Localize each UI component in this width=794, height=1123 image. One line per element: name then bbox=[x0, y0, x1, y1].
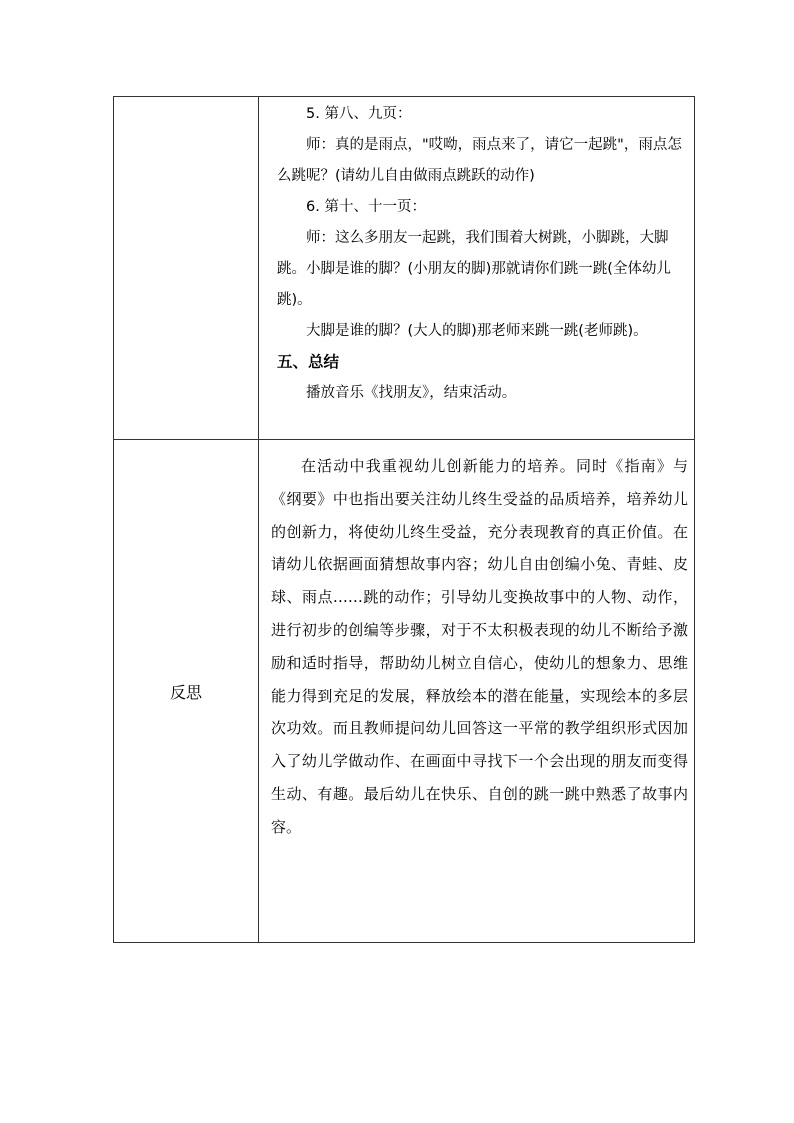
reflection-label: 反思 bbox=[114, 440, 259, 943]
reflection-paragraph: 在活动中我重视幼儿创新能力的培养。同时《指南》与《纲要》中也指出要关注幼儿终生受益的品质培养，培养幼儿的创新力，将使幼儿终生受益，充分表现教育的真正价值。在请幼儿依据画面猜想故事内容；幼儿自由创编小兔、青蛙、皮球、雨点……跳的动作；引导幼儿变换故事中的人物、动作，进行初步的创编等步骤，对于不太积极表现的幼儿不断给予激励和适时指导，帮助幼儿树立自信心，使幼儿的想象力、思维能力得到充足的发展，释放绘本的潜在能量，实现绘本的多层次功效。而且教师提问幼儿回答这一平常的教学组织形式因加入了幼儿学做动作、在画面中寻找下一个会出现的朋友而变得生动、有趣。最后幼儿在快乐、自创的跳一跳中熟悉了故事内容。 bbox=[271, 457, 688, 836]
step-5-text: 师：真的是雨点，"哎呦，雨点来了，请它一起跳"，雨点怎么跳呢？(请幼儿自由做雨点跳跃的动作) bbox=[277, 137, 682, 184]
summary-text: 播放音乐《找朋友》，结束活动。 bbox=[306, 385, 517, 401]
activity-content-cell bbox=[259, 97, 695, 440]
step-6-text-2: 大脚是谁的脚？(大人的脚)那老师来跳一跳(老师跳)。 bbox=[306, 323, 648, 339]
reflection-row bbox=[114, 440, 695, 943]
step-6-title: 6. 第十、十一页： bbox=[306, 199, 426, 215]
summary-heading: 五、总结 bbox=[277, 353, 340, 371]
row-label-empty bbox=[114, 97, 259, 440]
activity-process-row bbox=[114, 97, 695, 440]
lesson-plan-table bbox=[113, 96, 695, 943]
step-6-text: 师：这么多朋友一起跳，我们围着大树跳，小脚跳，大脚跳。小脚是谁的脚？(小朋友的脚)那就请你们跳一跳(全体幼儿跳)。 bbox=[277, 230, 671, 308]
step-5-title: 5. 第八、九页： bbox=[306, 106, 412, 122]
reflection-content-cell bbox=[259, 440, 695, 943]
